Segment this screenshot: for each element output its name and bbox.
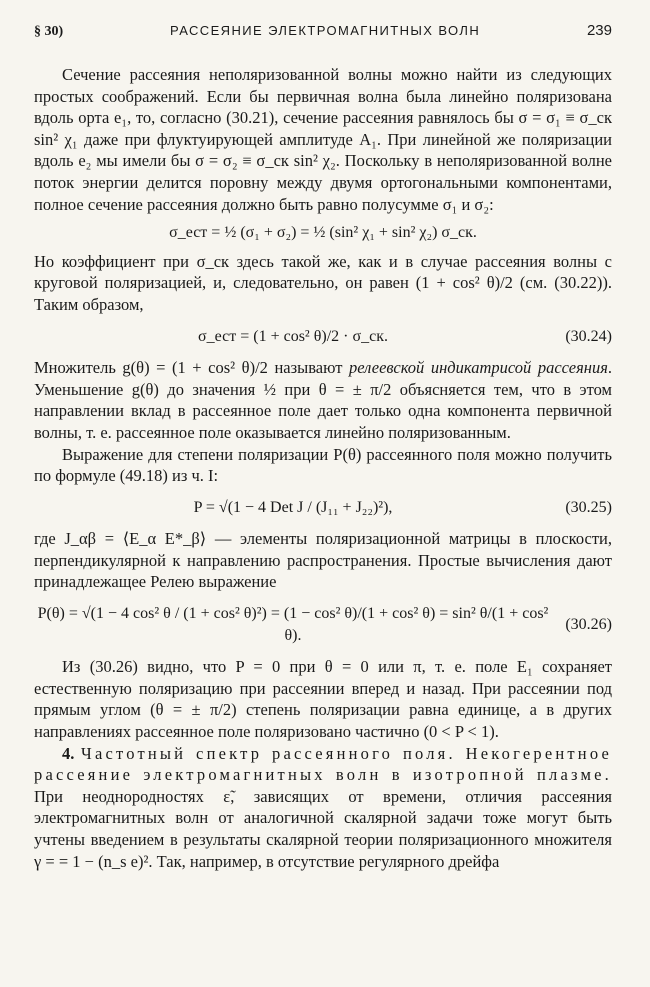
page-number: 239 [586, 22, 612, 39]
running-title: РАССЕЯНИЕ ЭЛЕКТРОМАГНИТНЫХ ВОЛН [170, 23, 481, 38]
rayleigh-indicatrix-term: релеевской индикатрисой рассеяния [349, 358, 608, 378]
paragraph-2: Но коэффициент при σ_ск здесь такой же, как и в случае рассеяния волны с круговой поляризацией, и, следовательно, он равен (1 + cos² θ)/2 (см. (30.22)). Таким образом, [34, 251, 612, 314]
equation-30-26-expr: P(θ) = √(1 − 4 cos² θ / (1 + cos² θ)²) = (1 − cos² θ)/(1 + cos² θ) = sin² θ/(1 + cos² θ). [37, 605, 549, 644]
paragraph-7 [34, 743, 612, 873]
equation-30-26-tag: (30.26) [565, 615, 612, 633]
paragraph-3 [34, 357, 612, 443]
running-header [34, 22, 612, 52]
equation-30-25-expr: P = √(1 − 4 Det J / (J₁₁ + J₂₂)²), [193, 498, 393, 516]
page-body [34, 64, 612, 872]
paragraph-7-text: При неоднородностях ε̃, зависящих от времени, отличия рассеяния электромагнитных волн от аналогичной скалярной задачи тоже могут быть учтены введением в результаты скалярной теории поляризационного множителя γ = = 1 − (n_s e)². Так, например, в отсутствие регулярного дрейфа [34, 786, 612, 871]
equation-30-25 [34, 497, 612, 519]
section-marker: § 30) [34, 24, 64, 39]
equation-30-25-tag: (30.25) [565, 498, 612, 516]
subsection-heading: Частотный спектр рассеянного поля. Некогерентное рассеяние электромагнитных волн в изотропной плазме. [34, 743, 612, 785]
paragraph-3-start: Множитель g(θ) = (1 + cos² θ)/2 называют [34, 358, 350, 378]
paragraph-3-end: . Уменьшение g(θ) до значения ½ при θ = ± π/2 объясняется тем, что в этом направлении вклад в рассеянное поле дает только одна компонента первичной волны, т. е. рассеянное поле оказывается линейно поляризованным. [34, 358, 612, 442]
equation-30-24-expr: σ_ест = (1 + cos² θ)/2 · σ_ск. [198, 327, 388, 345]
equation-30-26 [34, 603, 612, 646]
paragraph-1: Сечение рассеяния неполяризованной волны можно найти из следующих простых соображений. Если бы первичная волна была линейно поляризована вдоль орта e₁, то, согласно (30.21), сечение рассеяния равнялось бы σ = σ₁ ≡ σ_ск sin² χ₁ даже при флуктуирующей амплитуде A₁. При линейной же поляризации вдоль e₂ мы имели бы σ = σ₂ ≡ σ_ск sin² χ₂. Поскольку в неполяризованной волне поток энергии делится поровну между двумя ортогональными компонентами, полное сечение рассеяния должно быть равно полусумме σ₁ и σ₂: [34, 65, 612, 214]
paragraph-5: где J_αβ = ⟨E_α E*_β⟩ — элементы поляризационной матрицы в плоскости, перпендикулярной к направлению распространения. Простые вычисления дают принадлежащее Релею выражение [34, 529, 612, 592]
equation-30-24 [34, 326, 612, 348]
equation-1-expr: σ_ест = ½ (σ₁ + σ₂) = ½ (sin² χ₁ + sin² χ₂) σ_ск. [169, 224, 477, 242]
equation-30-24-tag: (30.24) [565, 327, 612, 345]
subsection-number: 4. [62, 743, 75, 763]
paragraph-4: Выражение для степени поляризации P(θ) рассеянного поля можно получить по формуле (49.18) из ч. I: [34, 444, 612, 486]
paragraph-6: Из (30.26) видно, что P = 0 при θ = 0 или π, т. е. поле E₁ сохраняет естественную поляризацию при рассеянии вперед и назад. При рассеянии под прямым углом (θ = ± π/2) степень поляризации равна единице, а в других направлениях рассеянное поле поляризовано частично (0 < P < 1). [34, 657, 612, 742]
equation-1 [34, 222, 612, 244]
